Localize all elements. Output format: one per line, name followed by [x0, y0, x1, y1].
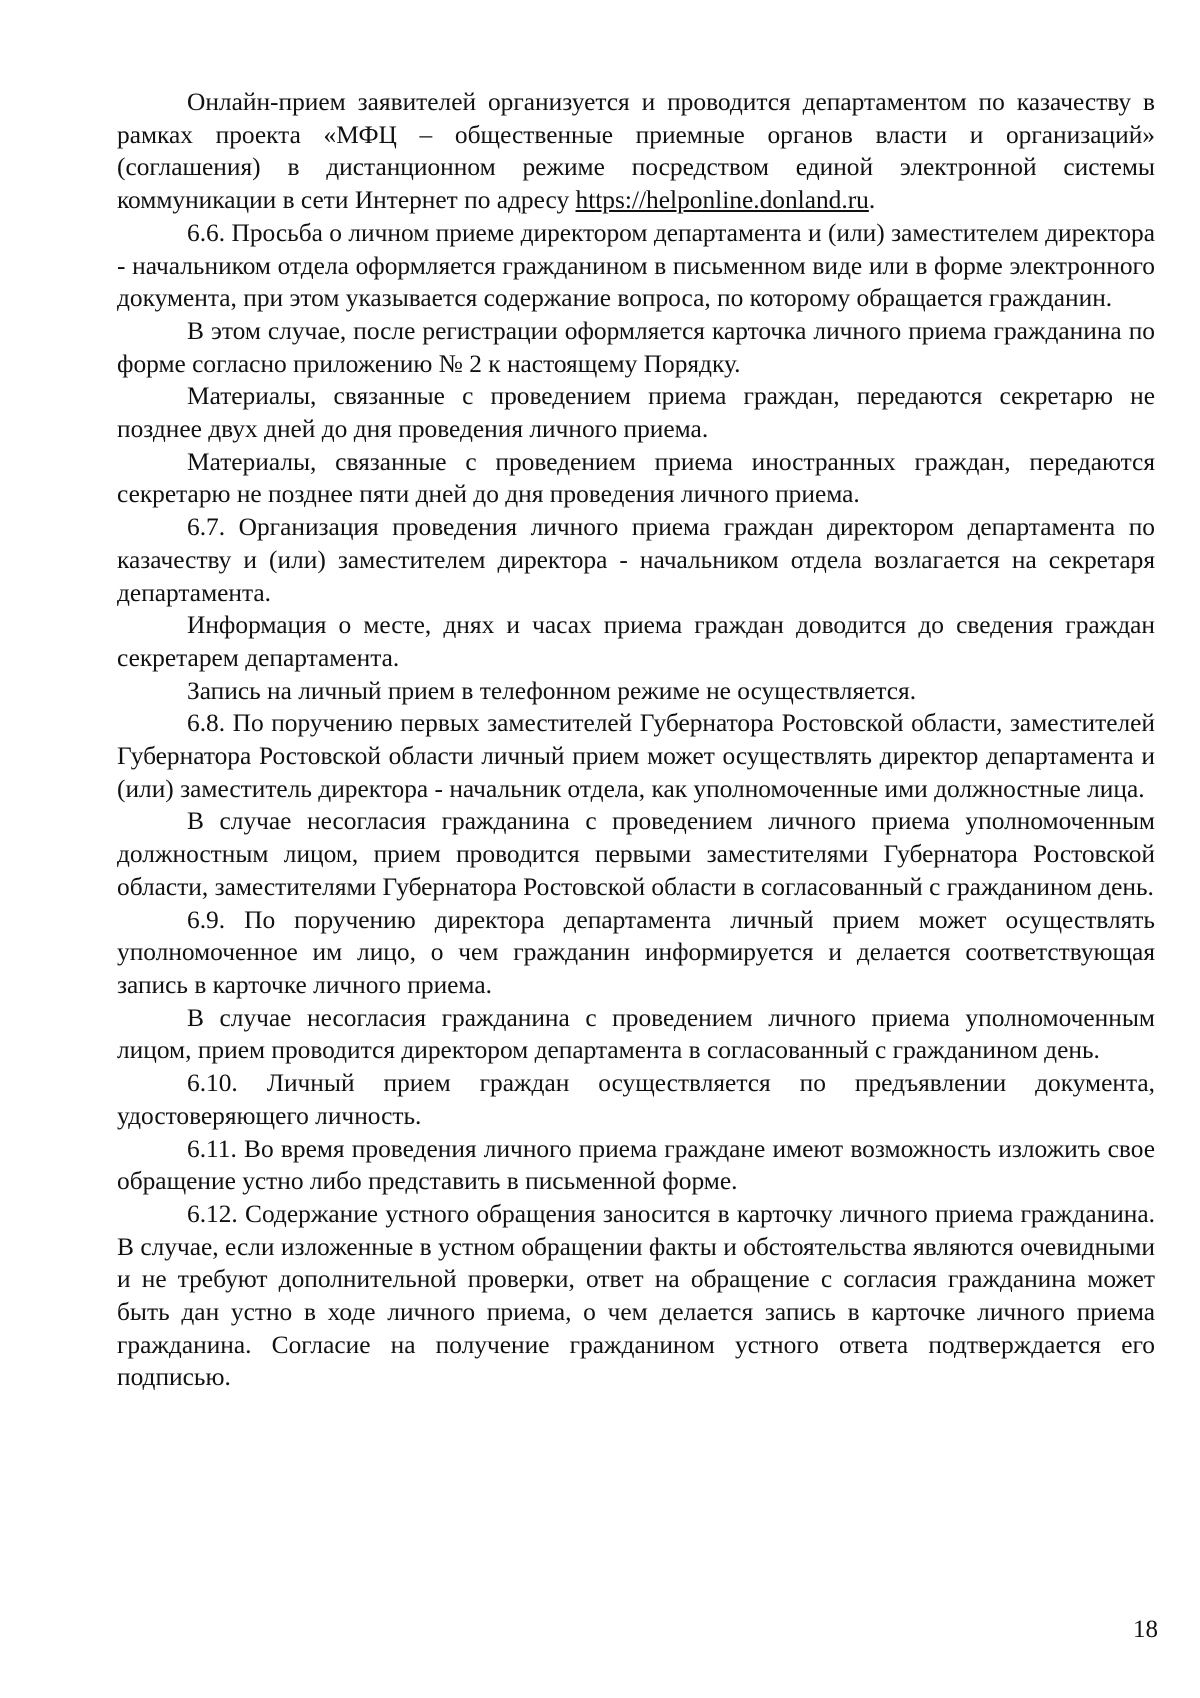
paragraph-6-7: 6.7. Организация проведения личного приема граждан директором департамента по казачеству и (или) заместителем директора - начальником отдела возлагается на секретаря департамента.	[117, 513, 1155, 607]
paragraph-6-8: 6.8. По поручению первых заместителей Губернатора Ростовской области, заместителей Губернатора Ростовской области личный прием может осуществлять директор департамента и (или) заместитель директора - начальник отдела, как уполномоченные ими должностные лица.	[117, 709, 1155, 803]
paragraph-6-8-disagree: В случае несогласия гражданина с проведением личного приема уполномоченным должностным лицом, прием проводится первыми заместителями Губернатора Ростовской области, заместителями Губернатора Ростовской области в согласованный с гражданином день.	[117, 807, 1155, 901]
helponline-link[interactable]: https://helponline.donland.ru	[575, 186, 869, 215]
paragraph-6-6: 6.6. Просьба о личном приеме директором департамента и (или) заместителем директора - начальником отдела оформляется гражданином в письменном виде или в форме электронного документа, при этом указывается содержание вопроса, по которому обращается гражданин.	[117, 218, 1155, 313]
paragraph-6-9: 6.9. По поручению директора департамента личный прием может осуществлять уполномоченное им лицо, о чем гражданин информируется и делается соответствующая запись в карточке личного приема.	[117, 905, 1155, 999]
page-number: 18	[1133, 1616, 1158, 1643]
paragraph-6-7-phone: Запись на личный прием в телефонном режиме не осуществляется.	[187, 676, 917, 705]
paragraph-6-12: 6.12. Содержание устного обращения заносится в карточку личного приема гражданина. В случае, если изложенные в устном обращении факты и обстоятельства являются очевидными и не требуют дополнительной проверки, ответ на обращение с согласия гражданина может быть дан устно в ходе личного приема, о чем делается запись в карточке личного приема гражданина. Согласие на получение гражданином устного ответа подтверждается его подписью.	[117, 1199, 1155, 1392]
paragraph-online-reception-text: Онлайн-прием заявителей организуется и проводится департаментом по казачеству в рамках проекта «МФЦ – общественные приемные органов власти и организаций» (соглашения) в дистанционном режиме посредством единой электронной системы коммуникации в сети Интернет по адресу	[117, 88, 1155, 215]
paragraph-6-10: 6.10. Личный прием граждан осуществляется по предъявлении документа, удостоверяющего личность.	[117, 1069, 1155, 1130]
paragraph-6-6-card: В этом случае, после регистрации оформляется карточка личного приема гражданина по форме согласно приложению № 2 к настоящему Порядку.	[117, 316, 1155, 378]
paragraph-6-6-foreign: Материалы, связанные с проведением приема иностранных граждан, передаются секретарю не позднее пяти дней до дня проведения личного приема.	[117, 447, 1155, 509]
paragraph-6-11: 6.11. Во время проведения личного приема граждане имеют возможность изложить свое обращение устно либо представить в письменной форме.	[117, 1134, 1155, 1196]
paragraph-6-6-materials: Материалы, связанные с проведением приема граждан, передаются секретарю не позднее двух дней до дня проведения личного приема.	[117, 382, 1155, 444]
paragraph-6-9-disagree: В случае несогласия гражданина с проведением личного приема уполномоченным лицом, прием проводится директором департамента в согласованный с гражданином день.	[117, 1003, 1155, 1065]
paragraph-online-reception	[117, 86, 1155, 217]
paragraph-online-reception-tail: .	[868, 186, 876, 215]
paragraph-6-7-info: Информация о месте, днях и часах приема граждан доводится до сведения граждан секретарем департамента.	[117, 611, 1155, 672]
document-body	[117, 86, 1155, 1394]
